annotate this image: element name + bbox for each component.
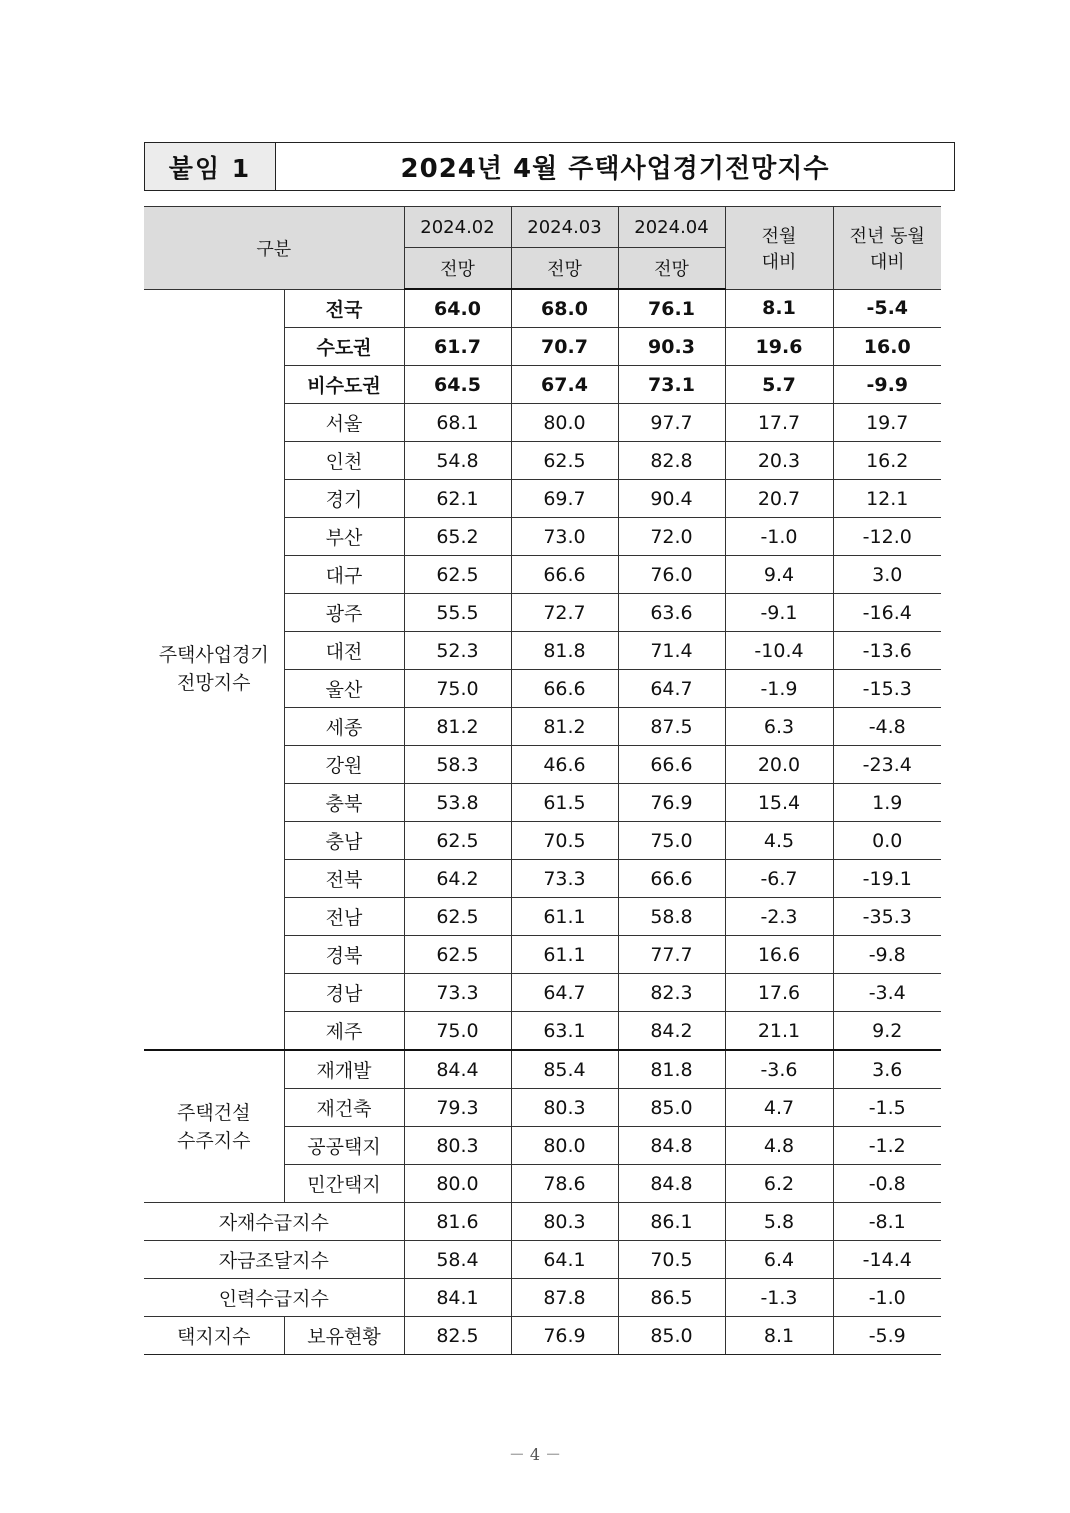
value-cell: 81.6 [404, 1203, 511, 1241]
value-cell: 61.1 [511, 898, 618, 936]
value-cell: 84.8 [618, 1165, 725, 1203]
value-cell: 52.3 [404, 632, 511, 670]
value-cell: 76.9 [618, 784, 725, 822]
value-cell: 72.0 [618, 518, 725, 556]
index-label-material: 자재수급지수 [144, 1203, 404, 1241]
region-label: 충북 [284, 784, 404, 822]
value-cell: 75.0 [404, 670, 511, 708]
value-cell: 73.3 [404, 974, 511, 1012]
value-cell: 19.7 [833, 404, 941, 442]
value-cell: 73.3 [511, 860, 618, 898]
header-outlook: 전망 [404, 248, 511, 290]
value-cell: -1.2 [833, 1127, 941, 1165]
value-cell: 64.2 [404, 860, 511, 898]
value-cell: 70.5 [618, 1241, 725, 1279]
value-cell: 6.4 [725, 1241, 833, 1279]
value-cell: -2.3 [725, 898, 833, 936]
value-cell: 61.7 [404, 328, 511, 366]
value-cell: -5.9 [833, 1317, 941, 1355]
value-cell: -15.3 [833, 670, 941, 708]
attachment-label: 붙임 1 [145, 143, 276, 190]
region-label: 강원 [284, 746, 404, 784]
order-type-label: 재건축 [284, 1089, 404, 1127]
value-cell: 5.7 [725, 366, 833, 404]
region-label: 전국 [284, 289, 404, 328]
value-cell: 90.4 [618, 480, 725, 518]
value-cell: 9.4 [725, 556, 833, 594]
value-cell: 63.6 [618, 594, 725, 632]
header-period: 2024.02 [404, 207, 511, 248]
value-cell: 87.5 [618, 708, 725, 746]
value-cell: 3.0 [833, 556, 941, 594]
value-cell: 84.1 [404, 1279, 511, 1317]
region-label: 서울 [284, 404, 404, 442]
table-row [144, 1279, 941, 1317]
value-cell: 70.5 [511, 822, 618, 860]
value-cell: -19.1 [833, 860, 941, 898]
value-cell: 65.2 [404, 518, 511, 556]
region-label: 전남 [284, 898, 404, 936]
value-cell: 63.1 [511, 1012, 618, 1051]
table-row [144, 1203, 941, 1241]
value-cell: 64.7 [618, 670, 725, 708]
value-cell: 73.0 [511, 518, 618, 556]
value-cell: 3.6 [833, 1050, 941, 1089]
value-cell: 19.6 [725, 328, 833, 366]
order-type-label: 민간택지 [284, 1165, 404, 1203]
group-label-line1: 주택사업경기 [158, 644, 269, 667]
value-cell: 84.2 [618, 1012, 725, 1051]
value-cell: -1.0 [725, 518, 833, 556]
value-cell: -1.3 [725, 1279, 833, 1317]
value-cell: 62.5 [404, 936, 511, 974]
value-cell: -3.6 [725, 1050, 833, 1089]
value-cell: -35.3 [833, 898, 941, 936]
value-cell: 66.6 [618, 860, 725, 898]
value-cell: 80.3 [511, 1089, 618, 1127]
value-cell: 71.4 [618, 632, 725, 670]
value-cell: 70.7 [511, 328, 618, 366]
value-cell: 8.1 [725, 1317, 833, 1355]
header-mom [725, 207, 833, 290]
value-cell: 46.6 [511, 746, 618, 784]
value-cell: 84.4 [404, 1050, 511, 1089]
value-cell: 17.7 [725, 404, 833, 442]
value-cell: 62.5 [404, 898, 511, 936]
value-cell: 4.5 [725, 822, 833, 860]
value-cell: -9.8 [833, 936, 941, 974]
header-yoy [833, 207, 941, 290]
value-cell: -5.4 [833, 289, 941, 328]
region-label: 인천 [284, 442, 404, 480]
table-row [144, 1050, 941, 1089]
table-row [144, 1317, 941, 1355]
region-label: 제주 [284, 1012, 404, 1051]
header-mom-line2: 대비 [761, 251, 797, 273]
value-cell: -6.7 [725, 860, 833, 898]
table-row [144, 1241, 941, 1279]
value-cell: 0.0 [833, 822, 941, 860]
region-label: 전북 [284, 860, 404, 898]
value-cell: 81.8 [511, 632, 618, 670]
value-cell: -13.6 [833, 632, 941, 670]
value-cell: 80.0 [511, 404, 618, 442]
value-cell: 58.4 [404, 1241, 511, 1279]
index-label-fund: 자금조달지수 [144, 1241, 404, 1279]
value-cell: 64.0 [404, 289, 511, 328]
value-cell: 9.2 [833, 1012, 941, 1051]
value-cell: 54.8 [404, 442, 511, 480]
value-cell: -12.0 [833, 518, 941, 556]
value-cell: 97.7 [618, 404, 725, 442]
index-label-land: 택지지수 [144, 1317, 284, 1355]
group-label-line2: 수주지수 [177, 1129, 251, 1152]
header-yoy-line2: 대비 [869, 251, 905, 273]
header-period: 2024.04 [618, 207, 725, 248]
region-label: 수도권 [284, 328, 404, 366]
region-label: 경북 [284, 936, 404, 974]
region-label: 경남 [284, 974, 404, 1012]
value-cell: 66.6 [511, 670, 618, 708]
value-cell: 85.0 [618, 1089, 725, 1127]
region-label: 충남 [284, 822, 404, 860]
region-label: 경기 [284, 480, 404, 518]
value-cell: 68.1 [404, 404, 511, 442]
value-cell: 80.0 [511, 1127, 618, 1165]
header-yoy-line1: 전년 동월 [849, 225, 925, 247]
value-cell: 86.5 [618, 1279, 725, 1317]
value-cell: 20.0 [725, 746, 833, 784]
value-cell: 78.6 [511, 1165, 618, 1203]
value-cell: 4.7 [725, 1089, 833, 1127]
land-sub-label: 보유현황 [284, 1317, 404, 1355]
value-cell: 64.7 [511, 974, 618, 1012]
value-cell: -1.5 [833, 1089, 941, 1127]
group-outlook [144, 289, 284, 1050]
value-cell: 58.3 [404, 746, 511, 784]
value-cell: 79.3 [404, 1089, 511, 1127]
region-label: 광주 [284, 594, 404, 632]
value-cell: 66.6 [618, 746, 725, 784]
value-cell: 86.1 [618, 1203, 725, 1241]
value-cell: -16.4 [833, 594, 941, 632]
value-cell: 6.3 [725, 708, 833, 746]
value-cell: 80.0 [404, 1165, 511, 1203]
value-cell: 16.0 [833, 328, 941, 366]
value-cell: 16.6 [725, 936, 833, 974]
region-label: 대전 [284, 632, 404, 670]
value-cell: -10.4 [725, 632, 833, 670]
value-cell: 62.5 [511, 442, 618, 480]
group-label-line1: 주택건설 [177, 1101, 251, 1124]
value-cell: 4.8 [725, 1127, 833, 1165]
value-cell: 73.1 [618, 366, 725, 404]
value-cell: 82.5 [404, 1317, 511, 1355]
value-cell: 72.7 [511, 594, 618, 632]
value-cell: 82.3 [618, 974, 725, 1012]
value-cell: 55.5 [404, 594, 511, 632]
value-cell: 76.0 [618, 556, 725, 594]
value-cell: -1.9 [725, 670, 833, 708]
group-orders [144, 1050, 284, 1203]
value-cell: 1.9 [833, 784, 941, 822]
table-row [144, 289, 941, 328]
value-cell: 76.9 [511, 1317, 618, 1355]
header-period: 2024.03 [511, 207, 618, 248]
page-number: － 4 － [508, 1445, 562, 1464]
value-cell: -4.8 [833, 708, 941, 746]
value-cell: 62.5 [404, 556, 511, 594]
value-cell: 62.5 [404, 822, 511, 860]
document-title: 2024년 4월 주택사업경기전망지수 [400, 154, 830, 184]
value-cell: 12.1 [833, 480, 941, 518]
value-cell: 75.0 [618, 822, 725, 860]
value-cell: 81.2 [511, 708, 618, 746]
value-cell: 80.3 [404, 1127, 511, 1165]
value-cell: 15.4 [725, 784, 833, 822]
value-cell: 84.8 [618, 1127, 725, 1165]
header-category: 구분 [144, 207, 404, 290]
value-cell: -0.8 [833, 1165, 941, 1203]
value-cell: 68.0 [511, 289, 618, 328]
value-cell: 21.1 [725, 1012, 833, 1051]
index-table [144, 206, 941, 1355]
value-cell: 81.8 [618, 1050, 725, 1089]
order-type-label: 재개발 [284, 1050, 404, 1089]
value-cell: 85.0 [618, 1317, 725, 1355]
value-cell: 81.2 [404, 708, 511, 746]
group-label-line2: 전망지수 [177, 672, 251, 695]
value-cell: 8.1 [725, 289, 833, 328]
value-cell: 61.5 [511, 784, 618, 822]
value-cell: 82.8 [618, 442, 725, 480]
header-outlook: 전망 [511, 248, 618, 290]
value-cell: 85.4 [511, 1050, 618, 1089]
value-cell: -9.1 [725, 594, 833, 632]
region-label: 울산 [284, 670, 404, 708]
region-label: 세종 [284, 708, 404, 746]
order-type-label: 공공택지 [284, 1127, 404, 1165]
value-cell: -8.1 [833, 1203, 941, 1241]
header-outlook: 전망 [618, 248, 725, 290]
value-cell: 76.1 [618, 289, 725, 328]
value-cell: 64.1 [511, 1241, 618, 1279]
value-cell: 61.1 [511, 936, 618, 974]
region-label: 비수도권 [284, 366, 404, 404]
value-cell: -1.0 [833, 1279, 941, 1317]
value-cell: 6.2 [725, 1165, 833, 1203]
value-cell: 58.8 [618, 898, 725, 936]
value-cell: 75.0 [404, 1012, 511, 1051]
header-mom-line1: 전월 [761, 225, 797, 247]
value-cell: 69.7 [511, 480, 618, 518]
value-cell: 17.6 [725, 974, 833, 1012]
region-label: 대구 [284, 556, 404, 594]
value-cell: 16.2 [833, 442, 941, 480]
value-cell: -9.9 [833, 366, 941, 404]
value-cell: -23.4 [833, 746, 941, 784]
value-cell: -14.4 [833, 1241, 941, 1279]
value-cell: 53.8 [404, 784, 511, 822]
value-cell: -3.4 [833, 974, 941, 1012]
value-cell: 5.8 [725, 1203, 833, 1241]
value-cell: 90.3 [618, 328, 725, 366]
value-cell: 77.7 [618, 936, 725, 974]
value-cell: 20.3 [725, 442, 833, 480]
value-cell: 67.4 [511, 366, 618, 404]
value-cell: 66.6 [511, 556, 618, 594]
index-label-labor: 인력수급지수 [144, 1279, 404, 1317]
region-label: 부산 [284, 518, 404, 556]
value-cell: 80.3 [511, 1203, 618, 1241]
title-box [144, 142, 955, 191]
value-cell: 64.5 [404, 366, 511, 404]
value-cell: 20.7 [725, 480, 833, 518]
value-cell: 87.8 [511, 1279, 618, 1317]
value-cell: 62.1 [404, 480, 511, 518]
